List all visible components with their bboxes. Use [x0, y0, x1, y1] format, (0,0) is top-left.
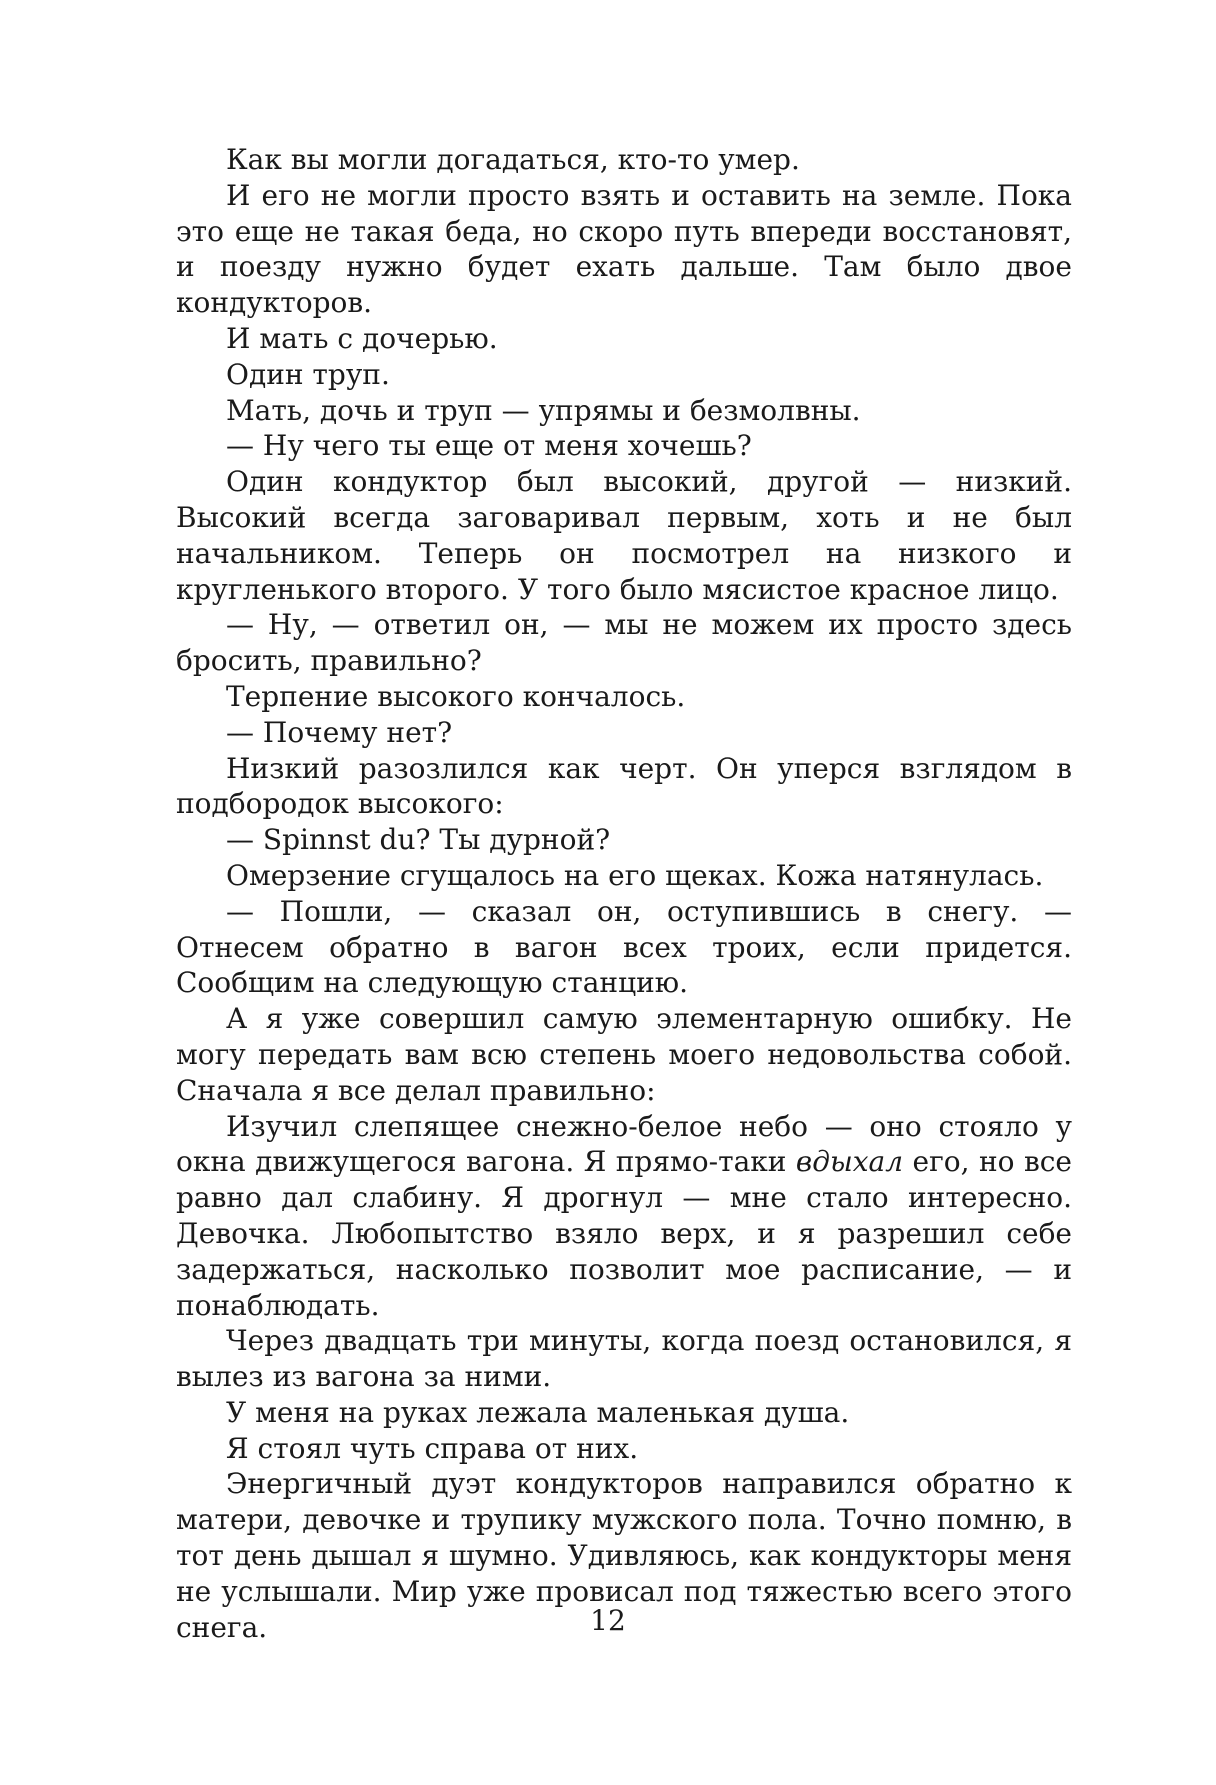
paragraph: Мать, дочь и труп — упрямы и безмолвны.	[226, 393, 861, 427]
paragraph: Один труп.	[226, 357, 390, 391]
paragraph: Как вы могли догадаться, кто-то умер.	[226, 143, 800, 176]
dialogue-line: — Почему нет?	[226, 715, 453, 749]
paragraph: Я стоял чуть справа от них.	[226, 1431, 639, 1465]
paragraph: У меня на руках лежала маленькая душа.	[226, 1395, 850, 1429]
paragraph-text-before: Изучил слепящее снежно-белое небо — оно стояло у окна движущегося вагона. Я прямо-таки	[176, 1109, 1072, 1179]
paragraph: И мать с дочерью.	[226, 321, 498, 355]
dialogue-line: — Пошли, — сказал он, оступившись в снегу. — Отнесем обратно в вагон всех троих, если придется. Сообщим на следующую станцию.	[176, 894, 1072, 1000]
page-number: 12	[590, 1604, 626, 1637]
paragraph: А я уже совершил самую элементарную ошибку. Не могу передать вам всю степень моего недовольства собой. Сначала я все делал правильно:	[176, 1002, 1072, 1107]
paragraph: И его не могли просто взять и оставить на земле. Пока это еще не такая беда, но скоро путь впереди восстановят, и поезду нужно будет ехать дальше. Там было двое кондукторов.	[176, 178, 1072, 320]
paragraph: Один кондуктор был высокий, другой — низкий. Высокий всегда заговаривал первым, хоть и не был начальником. Теперь он посмотрел на низкого и кругленького второго. У того было мясистое красное лицо.	[176, 465, 1072, 606]
paragraph-text-after: его, но все равно дал слабину. Я дрогнул — мне стало интересно. Девочка. Любопытство взяло верх, и я разрешил себе задержаться, насколько позволит мое расписание, — и понаблюдать.	[176, 1145, 1072, 1322]
paragraph: Низкий разозлился как черт. Он уперся взглядом в подбородок высокого:	[176, 751, 1072, 821]
paragraph-with-emphasis	[176, 1109, 1072, 1324]
paragraph: Терпение высокого кончалось.	[226, 679, 686, 713]
dialogue-line: — Ну, — ответил он, — мы не можем их просто здесь бросить, правильно?	[176, 608, 1072, 678]
page-body	[176, 142, 1072, 1645]
paragraph: Через двадцать три минуты, когда поезд остановился, я вылез из вагона за ними.	[176, 1324, 1072, 1394]
dialogue-line: — Spinnst du? Ты дурной?	[226, 823, 611, 857]
paragraph: Омерзение сгущалось на его щеках. Кожа натянулась.	[226, 858, 1044, 892]
dialogue-line: — Ну чего ты еще от меня хочешь?	[226, 429, 752, 463]
paragraph: Энергичный дуэт кондукторов направился обратно к матери, девочке и трупику мужского пола. Точно помню, в тот день дышал я шумно. Удивляюсь, как кондукторы меня не услышали. Мир уже провисал под тяжестью всего этого снега.	[176, 1467, 1072, 1644]
emphasized-word: вдыхал	[795, 1145, 904, 1179]
